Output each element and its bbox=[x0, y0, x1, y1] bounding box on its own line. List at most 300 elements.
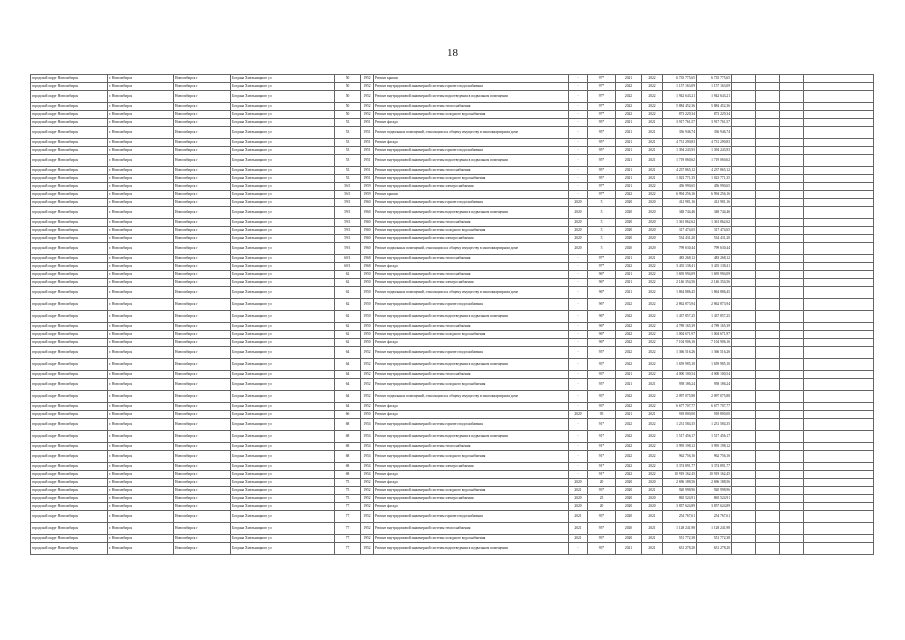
empty-cell bbox=[780, 183, 804, 191]
plan-year-cell: - bbox=[569, 391, 588, 403]
wear-cell: 93* bbox=[588, 391, 616, 403]
total-cost-cell: 3 917 761,57 bbox=[697, 119, 732, 127]
street-cell: Богдана Хмельницкого ул bbox=[231, 543, 335, 555]
city-cell: Новосибирск г bbox=[174, 323, 231, 331]
empty-cell bbox=[732, 323, 756, 331]
cost-cell: 2 146 354,56 bbox=[663, 279, 697, 287]
city-cell: Новосибирск г bbox=[174, 487, 231, 495]
city-cell: Новосибирск г bbox=[174, 279, 231, 287]
table-row bbox=[31, 279, 874, 287]
work-type-cell: Ремонт фасада bbox=[374, 411, 569, 419]
empty-cell bbox=[756, 411, 780, 419]
house-number-cell: 66 bbox=[335, 411, 361, 419]
city-cell: Новосибирск г bbox=[174, 287, 231, 299]
build-year-cell: 1960 bbox=[361, 199, 374, 207]
empty-cell bbox=[732, 403, 756, 411]
table-row bbox=[31, 75, 874, 83]
empty-cell bbox=[804, 479, 874, 487]
empty-cell bbox=[780, 199, 804, 207]
street-cell: Богдана Хмельницкого ул bbox=[231, 503, 335, 511]
table-row bbox=[31, 207, 874, 219]
plan-year-cell: - bbox=[569, 443, 588, 451]
empty-cell bbox=[756, 339, 780, 347]
empty-cell bbox=[780, 371, 804, 379]
plan-year-cell: 2021 bbox=[569, 535, 588, 543]
empty-cell bbox=[804, 411, 874, 419]
build-year-cell: 1960 bbox=[361, 219, 374, 227]
locality-cell: г. Новосибирск bbox=[108, 103, 174, 111]
empty-cell bbox=[756, 391, 780, 403]
street-cell: Богдана Хмельницкого ул bbox=[231, 235, 335, 243]
wear-cell: 91* bbox=[588, 451, 616, 463]
cost-cell: 10 919 162,45 bbox=[663, 471, 697, 479]
total-cost-cell: 1 157 163,09 bbox=[697, 83, 732, 91]
cost-cell: 1 437 857,25 bbox=[663, 311, 697, 323]
table-row bbox=[31, 227, 874, 235]
empty-cell bbox=[756, 331, 780, 339]
empty-cell bbox=[756, 75, 780, 83]
work-type-cell: Ремонт крыши bbox=[374, 75, 569, 83]
work-type-cell: Ремонт внутридомовой инженерной системы горячего водоснабжения bbox=[374, 347, 569, 359]
empty-cell bbox=[804, 339, 874, 347]
street-cell: Богдана Хмельницкого ул bbox=[231, 511, 335, 523]
plan-year-cell: 2020 bbox=[569, 235, 588, 243]
empty-cell bbox=[780, 523, 804, 535]
empty-cell bbox=[804, 279, 874, 287]
city-cell: Новосибирск г bbox=[174, 183, 231, 191]
total-cost-cell: 1 023 771,35 bbox=[697, 175, 732, 183]
build-year-cell: 1950 bbox=[361, 299, 374, 311]
city-cell: Новосибирск г bbox=[174, 371, 231, 379]
end-year-cell: 2022 bbox=[642, 323, 663, 331]
start-year-cell: 2020 bbox=[616, 199, 642, 207]
work-type-cell: Ремонт внутридомовой инженерной системы водоотведения в подвальном помещении bbox=[374, 207, 569, 219]
empty-cell bbox=[804, 111, 874, 119]
build-year-cell: 1952 bbox=[361, 479, 374, 487]
street-cell: Богдана Хмельницкого ул bbox=[231, 199, 335, 207]
empty-cell bbox=[732, 111, 756, 119]
empty-cell bbox=[732, 287, 756, 299]
wear-cell: 97* bbox=[588, 111, 616, 119]
end-year-cell: 2022 bbox=[642, 403, 663, 411]
empty-cell bbox=[732, 535, 756, 543]
cost-cell: 2 696 188,56 bbox=[663, 479, 697, 487]
street-cell: Богдана Хмельницкого ул bbox=[231, 111, 335, 119]
empty-cell bbox=[780, 191, 804, 199]
total-cost-cell: 631 278,20 bbox=[697, 543, 732, 555]
empty-cell bbox=[780, 403, 804, 411]
wear-cell: 97* bbox=[588, 75, 616, 83]
work-type-cell: Ремонт внутридомовой инженерной системы холодного водоснабжения bbox=[374, 111, 569, 119]
empty-cell bbox=[732, 175, 756, 183]
total-cost-cell: 10 919 162,45 bbox=[697, 471, 732, 479]
empty-cell bbox=[732, 371, 756, 379]
plan-year-cell: - bbox=[569, 263, 588, 271]
empty-cell bbox=[780, 119, 804, 127]
locality-cell: г. Новосибирск bbox=[108, 359, 174, 371]
street-cell: Богдана Хмельницкого ул bbox=[231, 419, 335, 431]
house-number-cell: 68 bbox=[335, 431, 361, 443]
table-row bbox=[31, 155, 874, 167]
wear-cell: 96* bbox=[588, 271, 616, 279]
empty-cell bbox=[780, 91, 804, 103]
plan-year-cell: - bbox=[569, 191, 588, 199]
end-year-cell: 2021 bbox=[642, 535, 663, 543]
empty-cell bbox=[756, 199, 780, 207]
house-number-cell: 62 bbox=[335, 331, 361, 339]
wear-cell: 93* bbox=[588, 371, 616, 379]
plan-year-cell: - bbox=[569, 419, 588, 431]
end-year-cell: 2022 bbox=[642, 463, 663, 471]
empty-cell bbox=[804, 511, 874, 523]
wear-cell: 97* bbox=[588, 255, 616, 263]
empty-cell bbox=[780, 323, 804, 331]
start-year-cell: 2021 bbox=[616, 411, 642, 419]
district-cell: городской округ Новосибирск bbox=[31, 431, 108, 443]
district-cell: городской округ Новосибирск bbox=[31, 255, 108, 263]
city-cell: Новосибирск г bbox=[174, 119, 231, 127]
empty-cell bbox=[756, 471, 780, 479]
wear-cell: 96* bbox=[588, 339, 616, 347]
work-type-cell: Ремонт подвальных помещений, относящихся к общему имуществу в многоквартирном доме bbox=[374, 287, 569, 299]
empty-cell bbox=[756, 255, 780, 263]
table-row bbox=[31, 235, 874, 243]
plan-year-cell: - bbox=[569, 299, 588, 311]
street-cell: Богдана Хмельницкого ул bbox=[231, 379, 335, 391]
end-year-cell: 2021 bbox=[642, 523, 663, 535]
empty-cell bbox=[804, 83, 874, 91]
district-cell: городской округ Новосибирск bbox=[31, 359, 108, 371]
wear-cell: 96* bbox=[588, 323, 616, 331]
empty-cell bbox=[780, 279, 804, 287]
empty-cell bbox=[780, 419, 804, 431]
total-cost-cell: 1 864 886,45 bbox=[697, 287, 732, 299]
locality-cell: г. Новосибирск bbox=[108, 263, 174, 271]
build-year-cell: 1950 bbox=[361, 331, 374, 339]
cost-cell: 6 677 707,77 bbox=[663, 403, 697, 411]
table-row bbox=[31, 419, 874, 431]
empty-cell bbox=[756, 347, 780, 359]
house-number-cell: 62 bbox=[335, 299, 361, 311]
empty-cell bbox=[756, 479, 780, 487]
wear-cell: 20 bbox=[588, 479, 616, 487]
cost-cell: 1 719 060,62 bbox=[663, 155, 697, 167]
total-cost-cell: 1 128 241,98 bbox=[697, 523, 732, 535]
plan-year-cell: 2021 bbox=[569, 511, 588, 523]
empty-cell bbox=[804, 371, 874, 379]
district-cell: городской округ Новосибирск bbox=[31, 155, 108, 167]
empty-cell bbox=[804, 431, 874, 443]
build-year-cell: 1952 bbox=[361, 503, 374, 511]
empty-cell bbox=[780, 207, 804, 219]
cost-cell: 3 917 761,57 bbox=[663, 119, 697, 127]
capital-repair-table bbox=[30, 74, 874, 555]
wear-cell: 91* bbox=[588, 419, 616, 431]
wear-cell: 97* bbox=[588, 191, 616, 199]
work-type-cell: Ремонт внутридомовой инженерной системы теплоснабжения bbox=[374, 523, 569, 535]
empty-cell bbox=[756, 443, 780, 451]
build-year-cell: 1952 bbox=[361, 347, 374, 359]
cost-cell: 412 981,16 bbox=[663, 199, 697, 207]
plan-year-cell: 2020 bbox=[569, 219, 588, 227]
empty-cell bbox=[732, 299, 756, 311]
cost-cell: 254 767,61 bbox=[663, 511, 697, 523]
build-year-cell: 1950 bbox=[361, 323, 374, 331]
city-cell: Новосибирск г bbox=[174, 167, 231, 175]
total-cost-cell: 3 374 891,77 bbox=[697, 463, 732, 471]
table-row bbox=[31, 323, 874, 331]
city-cell: Новосибирск г bbox=[174, 207, 231, 219]
district-cell: городской округ Новосибирск bbox=[31, 75, 108, 83]
city-cell: Новосибирск г bbox=[174, 523, 231, 535]
plan-year-cell: - bbox=[569, 379, 588, 391]
work-type-cell: Ремонт подвальных помещений, относящихся к общему имуществу в многоквартирном доме bbox=[374, 127, 569, 139]
house-number-cell: 62 bbox=[335, 311, 361, 323]
cost-cell: 1 157 163,09 bbox=[663, 83, 697, 91]
house-number-cell: 77 bbox=[335, 543, 361, 555]
end-year-cell: 2022 bbox=[642, 263, 663, 271]
start-year-cell: 2022 bbox=[616, 191, 642, 199]
street-cell: Богдана Хмельницкого ул bbox=[231, 495, 335, 503]
street-cell: Богдана Хмельницкого ул bbox=[231, 139, 335, 147]
work-type-cell: Ремонт внутридомовой инженерной системы теплоснабжения bbox=[374, 323, 569, 331]
table-row bbox=[31, 119, 874, 127]
start-year-cell: 2021 bbox=[616, 379, 642, 391]
work-type-cell: Ремонт внутридомовой инженерной системы холодного водоснабжения bbox=[374, 451, 569, 463]
house-number-cell: 50 bbox=[335, 111, 361, 119]
cost-cell: 799 630,44 bbox=[663, 243, 697, 255]
empty-cell bbox=[780, 75, 804, 83]
work-type-cell: Ремонт внутридомовой инженерной системы теплоснабжения bbox=[374, 219, 569, 227]
street-cell: Богдана Хмельницкого ул bbox=[231, 227, 335, 235]
empty-cell bbox=[756, 103, 780, 111]
table-row bbox=[31, 523, 874, 535]
cost-cell: 456 990,65 bbox=[663, 183, 697, 191]
house-number-cell: 64 bbox=[335, 403, 361, 411]
street-cell: Богдана Хмельницкого ул bbox=[231, 175, 335, 183]
build-year-cell: 1952 bbox=[361, 487, 374, 495]
wear-cell: 97* bbox=[588, 183, 616, 191]
build-year-cell: 1952 bbox=[361, 403, 374, 411]
city-cell: Новосибирск г bbox=[174, 235, 231, 243]
city-cell: Новосибирск г bbox=[174, 91, 231, 103]
empty-cell bbox=[780, 451, 804, 463]
end-year-cell: 2020 bbox=[642, 219, 663, 227]
plan-year-cell: 2020 bbox=[569, 479, 588, 487]
street-cell: Богдана Хмельницкого ул bbox=[231, 207, 335, 219]
cost-cell: 1 004 671,97 bbox=[663, 331, 697, 339]
end-year-cell: 2021 bbox=[642, 147, 663, 155]
total-cost-cell: 317 474,65 bbox=[697, 227, 732, 235]
city-cell: Новосибирск г bbox=[174, 431, 231, 443]
street-cell: Богдана Хмельницкого ул bbox=[231, 279, 335, 287]
build-year-cell: 1960 bbox=[361, 235, 374, 243]
cost-cell: 1 942 643,21 bbox=[663, 91, 697, 103]
empty-cell bbox=[780, 235, 804, 243]
build-year-cell: 1952 bbox=[361, 371, 374, 379]
empty-cell bbox=[732, 147, 756, 155]
plan-year-cell: - bbox=[569, 331, 588, 339]
start-year-cell: 2021 bbox=[616, 287, 642, 299]
empty-cell bbox=[780, 83, 804, 91]
district-cell: городской округ Новосибирск bbox=[31, 391, 108, 403]
empty-cell bbox=[780, 127, 804, 139]
empty-cell bbox=[804, 127, 874, 139]
street-cell: Богдана Хмельницкого ул bbox=[231, 119, 335, 127]
locality-cell: г. Новосибирск bbox=[108, 311, 174, 323]
street-cell: Богдана Хмельницкого ул bbox=[231, 339, 335, 347]
plan-year-cell: - bbox=[569, 127, 588, 139]
empty-cell bbox=[780, 227, 804, 235]
locality-cell: г. Новосибирск bbox=[108, 199, 174, 207]
empty-cell bbox=[780, 147, 804, 155]
end-year-cell: 2022 bbox=[642, 359, 663, 371]
house-number-cell: 77 bbox=[335, 535, 361, 543]
house-number-cell: 64 bbox=[335, 371, 361, 379]
empty-cell bbox=[732, 243, 756, 255]
build-year-cell: 1968 bbox=[361, 263, 374, 271]
plan-year-cell: 2020 bbox=[569, 411, 588, 419]
plan-year-cell: - bbox=[569, 91, 588, 103]
start-year-cell: 2022 bbox=[616, 323, 642, 331]
start-year-cell: 2021 bbox=[616, 167, 642, 175]
table-row bbox=[31, 175, 874, 183]
table-row bbox=[31, 219, 874, 227]
district-cell: городской округ Новосибирск bbox=[31, 175, 108, 183]
empty-cell bbox=[756, 487, 780, 495]
empty-cell bbox=[804, 471, 874, 479]
build-year-cell: 1960 bbox=[361, 227, 374, 235]
city-cell: Новосибирск г bbox=[174, 139, 231, 147]
page-number: 18 bbox=[447, 47, 458, 59]
total-cost-cell: 1 517 456,17 bbox=[697, 431, 732, 443]
start-year-cell: 2021 bbox=[616, 183, 642, 191]
empty-cell bbox=[732, 235, 756, 243]
empty-cell bbox=[780, 347, 804, 359]
street-cell: Богдана Хмельницкого ул bbox=[231, 271, 335, 279]
street-cell: Богдана Хмельницкого ул bbox=[231, 255, 335, 263]
total-cost-cell: 918 800,00 bbox=[697, 411, 732, 419]
total-cost-cell: 1 695 994,09 bbox=[697, 271, 732, 279]
empty-cell bbox=[732, 331, 756, 339]
empty-cell bbox=[804, 207, 874, 219]
work-type-cell: Ремонт внутридомовой инженерной системы теплоснабжения bbox=[374, 255, 569, 263]
empty-cell bbox=[804, 487, 874, 495]
empty-cell bbox=[804, 139, 874, 147]
table-row bbox=[31, 339, 874, 347]
work-type-cell: Ремонт фасада bbox=[374, 479, 569, 487]
total-cost-cell: 865 524,91 bbox=[697, 495, 732, 503]
wear-cell: 93* bbox=[588, 403, 616, 411]
start-year-cell: 2022 bbox=[616, 403, 642, 411]
end-year-cell: 2022 bbox=[642, 91, 663, 103]
empty-cell bbox=[804, 255, 874, 263]
street-cell: Богдана Хмельницкого ул bbox=[231, 463, 335, 471]
empty-cell bbox=[756, 263, 780, 271]
house-number-cell: 68 bbox=[335, 443, 361, 451]
wear-cell: 96* bbox=[588, 299, 616, 311]
work-type-cell: Ремонт внутридомовой инженерной системы горячего водоснабжения bbox=[374, 199, 569, 207]
house-number-cell: 68 bbox=[335, 451, 361, 463]
build-year-cell: 1952 bbox=[361, 103, 374, 111]
empty-cell bbox=[732, 523, 756, 535]
build-year-cell: 1952 bbox=[361, 111, 374, 119]
cost-cell: 6 994 256,16 bbox=[663, 191, 697, 199]
district-cell: городской округ Новосибирск bbox=[31, 287, 108, 299]
work-type-cell: Ремонт внутридомовой инженерной системы электроснабжения bbox=[374, 183, 569, 191]
end-year-cell: 2021 bbox=[642, 511, 663, 523]
empty-cell bbox=[780, 495, 804, 503]
wear-cell: 91* bbox=[588, 471, 616, 479]
locality-cell: г. Новосибирск bbox=[108, 471, 174, 479]
street-cell: Богдана Хмельницкого ул bbox=[231, 83, 335, 91]
house-number-cell: 75 bbox=[335, 479, 361, 487]
plan-year-cell: - bbox=[569, 311, 588, 323]
plan-year-cell: - bbox=[569, 167, 588, 175]
locality-cell: г. Новосибирск bbox=[108, 299, 174, 311]
end-year-cell: 2022 bbox=[642, 287, 663, 299]
house-number-cell: 53 bbox=[335, 139, 361, 147]
total-cost-cell: 2 146 354,56 bbox=[697, 279, 732, 287]
empty-cell bbox=[756, 279, 780, 287]
street-cell: Богдана Хмельницкого ул bbox=[231, 479, 335, 487]
cost-cell: 3 435 138,41 bbox=[663, 263, 697, 271]
empty-cell bbox=[804, 299, 874, 311]
empty-cell bbox=[756, 431, 780, 443]
table-row bbox=[31, 299, 874, 311]
work-type-cell: Ремонт внутридомовой инженерной системы холодного водоснабжения bbox=[374, 227, 569, 235]
work-type-cell: Ремонт внутридомовой инженерной системы холодного водоснабжения bbox=[374, 487, 569, 495]
house-number-cell: 50 bbox=[335, 103, 361, 111]
locality-cell: г. Новосибирск bbox=[108, 371, 174, 379]
plan-year-cell: 2020 bbox=[569, 199, 588, 207]
cost-cell: 2 097 075,88 bbox=[663, 391, 697, 403]
empty-cell bbox=[756, 495, 780, 503]
city-cell: Новосибирск г bbox=[174, 331, 231, 339]
empty-cell bbox=[804, 463, 874, 471]
house-number-cell: 56/1 bbox=[335, 191, 361, 199]
empty-cell bbox=[756, 463, 780, 471]
district-cell: городской округ Новосибирск bbox=[31, 535, 108, 543]
build-year-cell: 1968 bbox=[361, 255, 374, 263]
work-type-cell: Ремонт внутридомовой инженерной системы электроснабжения bbox=[374, 279, 569, 287]
work-type-cell: Ремонт фасада bbox=[374, 403, 569, 411]
table-row bbox=[31, 543, 874, 555]
locality-cell: г. Новосибирск bbox=[108, 523, 174, 535]
district-cell: городской округ Новосибирск bbox=[31, 495, 108, 503]
build-year-cell: 1950 bbox=[361, 339, 374, 347]
cost-cell: 962 756,16 bbox=[663, 451, 697, 463]
total-cost-cell: 6 677 707,77 bbox=[697, 403, 732, 411]
start-year-cell: 2020 bbox=[616, 495, 642, 503]
end-year-cell: 2021 bbox=[642, 175, 663, 183]
empty-cell bbox=[780, 443, 804, 451]
plan-year-cell: - bbox=[569, 83, 588, 91]
street-cell: Богдана Хмельницкого ул bbox=[231, 183, 335, 191]
locality-cell: г. Новосибирск bbox=[108, 463, 174, 471]
empty-cell bbox=[804, 75, 874, 83]
work-type-cell: Ремонт внутридомовой инженерной системы электроснабжения bbox=[374, 495, 569, 503]
wear-cell: 97* bbox=[588, 103, 616, 111]
end-year-cell: 2020 bbox=[642, 243, 663, 255]
empty-cell bbox=[780, 103, 804, 111]
cost-cell: 4 000 100,54 bbox=[663, 371, 697, 379]
wear-cell: 91* bbox=[588, 463, 616, 471]
house-number-cell: 50 bbox=[335, 83, 361, 91]
end-year-cell: 2022 bbox=[642, 471, 663, 479]
total-cost-cell: 873 229,34 bbox=[697, 111, 732, 119]
end-year-cell: 2022 bbox=[642, 451, 663, 463]
